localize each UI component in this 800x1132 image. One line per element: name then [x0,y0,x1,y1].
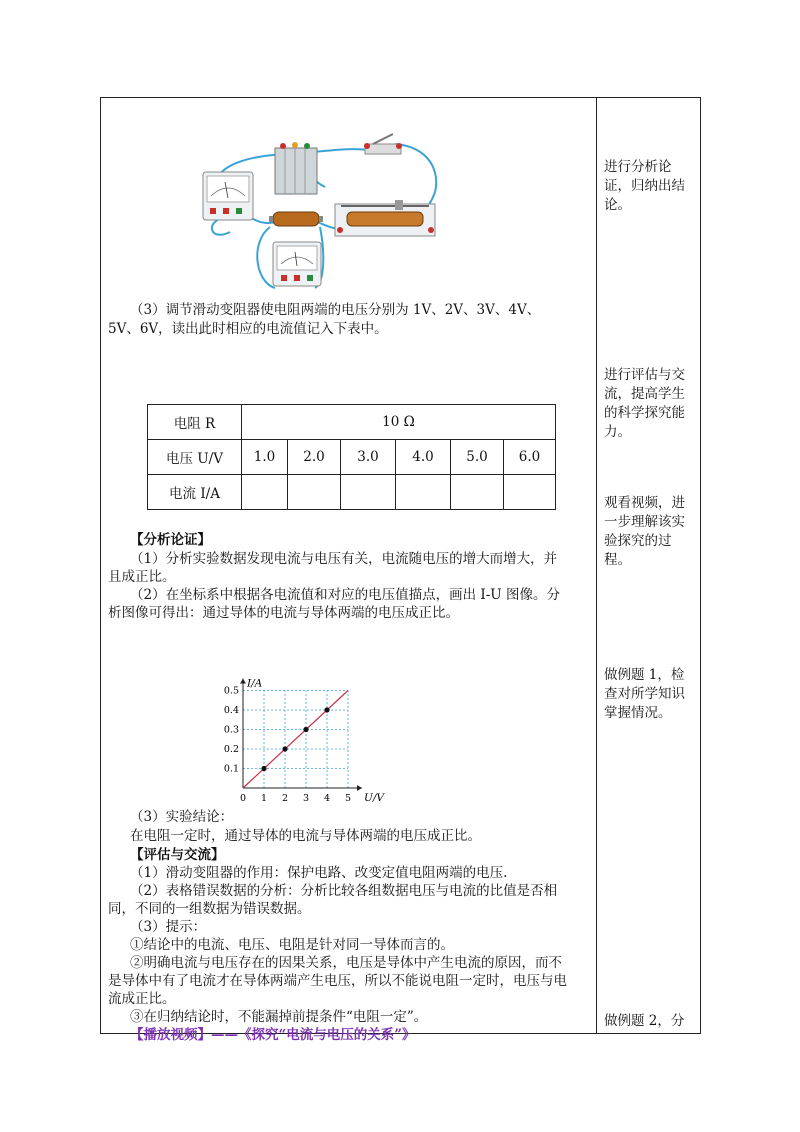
analysis-heading: 【分析论证】 [130,532,211,548]
current-cell [341,475,396,510]
current-cell [451,475,504,510]
step3-line-2: 5V、6V，读出此时相应的电流值记入下表中。 [108,321,388,337]
rheostat-icon [335,200,435,236]
y-tick-label: 0.3 [223,724,239,736]
data-point [324,707,329,712]
hint-3: ③在归纳结论时，不能漏掉前提条件“电阻一定”。 [130,1009,428,1025]
current-cell [242,475,288,510]
column-divider [596,97,597,1034]
current-cell [288,475,341,510]
analysis-line-1a: （1）分析实验数据发现电流与电压有关，电流随电压的增大而增大，并 [130,551,558,567]
data-point [282,746,287,751]
switch-icon [364,134,402,154]
current-cell [396,475,451,510]
hint-1: ①结论中的电流、电压、电阻是针对同一导体而言的。 [130,937,454,953]
x-tick-label: 4 [323,793,331,804]
table-row-resistance [148,405,556,440]
side-note-example-2: 做例题 2，分 [604,1013,685,1029]
circuit-diagram [195,132,445,290]
x-tick-label: 0 [239,793,247,804]
eval-line-3: （3）提示： [130,919,207,935]
current-cell [504,475,556,510]
hint-2c: 流成正比。 [108,991,176,1007]
y-tick-label: 0.4 [223,705,239,716]
side-note-analysis: 进行分析论证，归纳出结论。 [604,159,685,213]
side-note-video: 观看视频，进一步理解该实验探究的过程。 [604,495,685,568]
data-point [303,727,308,732]
y-tick-label: 0.1 [223,763,239,775]
resistor-icon [269,212,323,226]
ammeter-icon [203,172,253,220]
conclusion-label: （3）实验结论： [130,809,234,825]
x-axis-label: U/V [364,792,384,804]
voltage-label: 电压 U/V [148,440,242,475]
conclusion-text: 在电阻一定时，通过导体的电流与导体两端的电压成正比。 [130,828,481,844]
voltage-cell: 5.0 [451,440,504,475]
current-label: 电流 I/A [148,475,242,510]
data-point [261,766,266,771]
x-tick-label: 1 [260,793,268,804]
voltage-cell: 3.0 [341,440,396,475]
voltage-cell: 1.0 [242,440,288,475]
iu-chart [215,676,395,808]
hint-2a: ②明确电流与电压存在的因果关系，电压是导体中产生电流的原因，而不 [130,955,562,971]
eval-line-2b: 同，不同的一组数据为错误数据。 [108,901,311,917]
voltmeter-icon [273,242,321,286]
analysis-line-2b: 析图像可得出：通过导体的电流与导体两端的电压成正比。 [108,605,459,621]
voltage-cell: 6.0 [504,440,556,475]
eval-line-2a: （2）表格错误数据的分析：分析比较各组数据电压与电流的比值是否相 [130,883,558,899]
data-table [147,404,556,510]
x-axis-arrow [357,785,362,791]
x-tick-label: 2 [281,793,289,804]
resistance-value: 10 Ω [242,405,556,440]
y-tick-label: 0.2 [223,744,239,755]
eval-heading: 【评估与交流】 [130,847,225,863]
step3-line-1: （3）调节滑动变阻器使电阻两端的电压分别为 1V、2V、3V、4V、 [130,302,541,318]
analysis-line-2a: （2）在坐标系中根据各电流值和对应的电压值描点，画出 I-U 图像。分 [130,587,560,603]
eval-line-1: （1）滑动变阻器的作用：保护电路、改变定值电阻两端的电压. [130,865,508,881]
table-row-voltage [148,440,556,475]
battery-icon [275,142,317,194]
y-tick-label: 0.5 [223,685,239,697]
x-tick-label: 5 [344,793,352,804]
iu-line [243,691,348,789]
voltage-cell: 4.0 [396,440,451,475]
voltage-cell: 2.0 [288,440,341,475]
x-tick-label: 3 [302,793,310,804]
analysis-line-1b: 且成正比。 [108,569,176,585]
side-note-evaluation: 进行评估与交流，提高学生的科学探究能力。 [604,367,685,440]
resistance-label: 电阻 R [148,405,242,440]
side-note-example-1: 做例题 1，检查对所学知识掌握情况。 [604,667,685,721]
play-video-link[interactable]: 【播放视频】——《探究“电流与电压的关系”》 [130,1027,416,1043]
hint-2b: 是导体中有了电流才在导体两端产生电压，所以不能说电阻一定时，电压与电 [108,973,567,989]
y-axis-label: I/A [247,677,263,690]
y-axis-arrow [240,679,246,684]
table-row-current [148,475,556,510]
